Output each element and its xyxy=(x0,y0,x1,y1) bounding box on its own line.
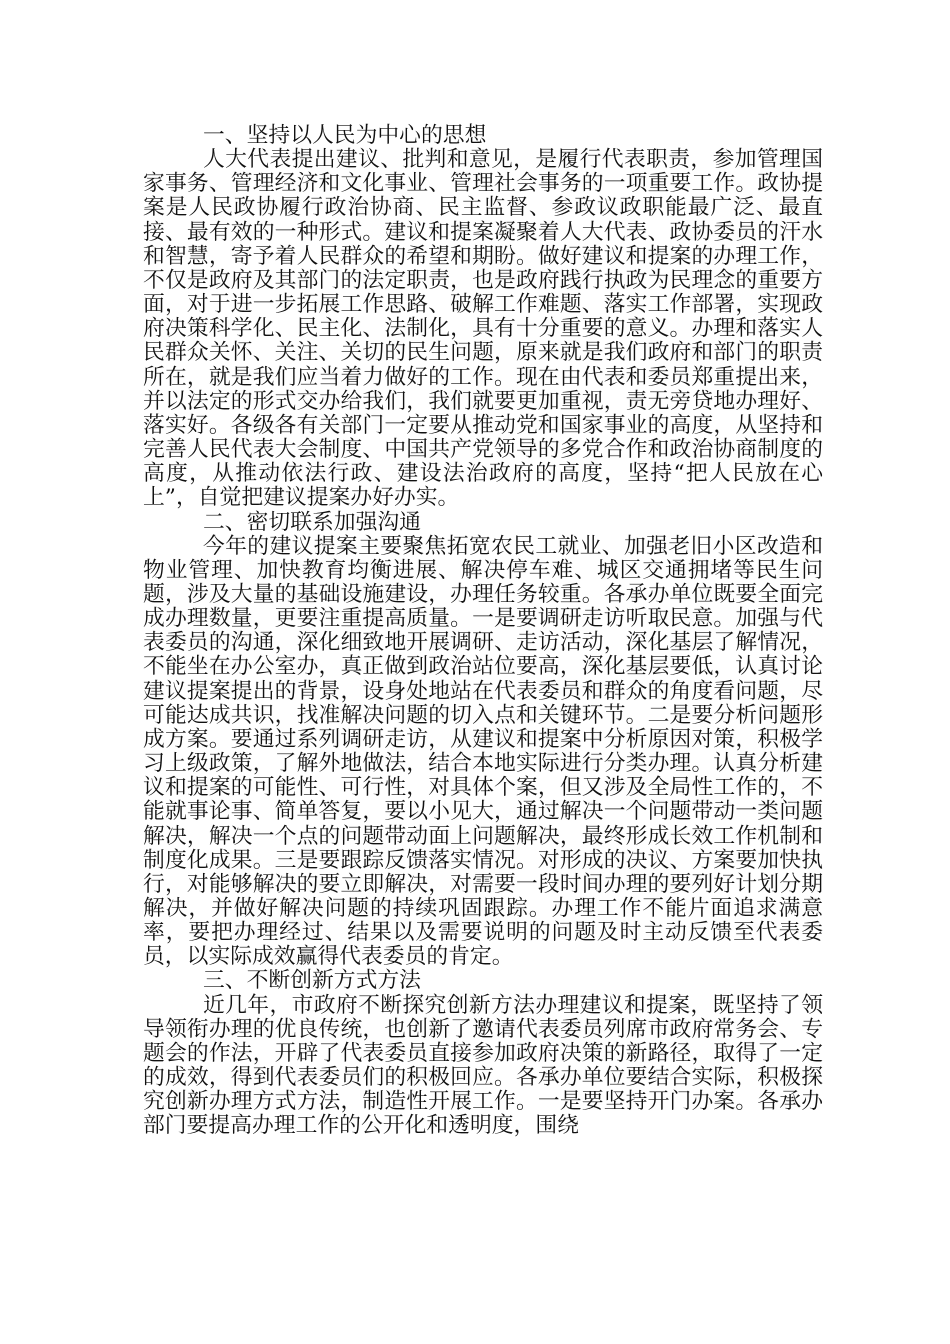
section-heading-3: 三、不断创新方式方法 xyxy=(203,968,421,994)
section-heading-2: 二、密切联系加强沟通 xyxy=(203,509,421,535)
section-paragraph-2: 今年的建议提案主要聚焦拓宽农民工就业、加强老旧小区改造和物业管理、加快教育均衡进展、解决停车难、城区交通拥堵等民生问题，涉及大量的基础设施建设，办理任务较重。各承办单位既要全面完成办理数量，更要注重提高质量。一是要调研走访听取民意。加强与代表委员的沟通，深化细致地开展调研、走访活动，深化基层了解情况，不能坐在办公室办，真正做到政治站位要高，深化基层要低，认真讨论建议提案提出的背景，设身处地站在代表委员和群众的角度看问题，尽可能达成共识，找准解决问题的切入点和关键环节。二是要分析问题形成方案。要通过系列调研走访，从建议和提案中分析原因对策，积极学习上级政策，了解外地做法，结合本地实际进行分类办理。认真分析建议和提案的可能性、可行性，对具体个案，但又涉及全局性工作的，不能就事论事、简单答复，要以小见大，通过解决一个问题带动一类问题解决，解决一个点的问题带动面上问题解决，最终形成长效工作机制和制度化成果。三是要跟踪反馈落实情况。对形成的决议、方案要加快执行，对能够解决的要立即解决，对需要一段时间办理的要列好计划分期解决，并做好解决问题的持续巩固跟踪。办理工作不能片面追求满意率，要把办理经过、结果以及需要说明的问题及时主动反馈至代表委员，以实际成效赢得代表委员的肯定。 xyxy=(143,533,823,970)
section-heading-1: 一、坚持以人民为中心的思想 xyxy=(203,123,487,148)
section-paragraph-3: 近几年，市政府不断探究创新方法办理建议和提案，既坚持了领导领衔办理的优良传统，也创新了邀请代表委员列席市政府常务会、专题会的作法，开辟了代表委员直接参加政府决策的新路径，取得了一定的成效，得到代表委员们的积极回应。各承办单位要结合实际，积极探究创新办理方式方法，制造性开展工作。一是要坚持开门办案。各承办部门要提高办理工作的公开化和透明度，围绕 xyxy=(143,992,823,1139)
document-body xyxy=(143,124,823,1139)
section-paragraph-1: 人大代表提出建议、批判和意见，是履行代表职责，参加管理国家事务、管理经济和文化事业、管理社会事务的一项重要工作。政协提案是人民政协履行政治协商、民主监督、参政议政职能最广泛、最直接、最有效的一种形式。建议和提案凝聚着人大代表、政协委员的汗水和智慧，寄予着人民群众的希望和期盼。做好建议和提案的办理工作，不仅是政府及其部门的法定职责，也是政府践行执政为民理念的重要方面，对于进一步拓展工作思路、破解工作难题、落实工作部署，实现政府决策科学化、民主化、法制化，具有十分重要的意义。办理和落实人民群众关怀、关注、关切的民生问题，原来就是我们政府和部门的职责所在，就是我们应当着力做好的工作。现在由代表和委员郑重提出来，并以法定的形式交办给我们，我们就要更加重视，责无旁贷地办理好、落实好。各级各有关部门一定要从推动党和国家事业的高度，从坚持和完善人民代表大会制度、中国共产党领导的多党合作和政治协商制度的高度，从推动依法行政、建设法治政府的高度，坚持“把人民放在心上”，自觉把建议提案办好办实。 xyxy=(143,147,823,511)
